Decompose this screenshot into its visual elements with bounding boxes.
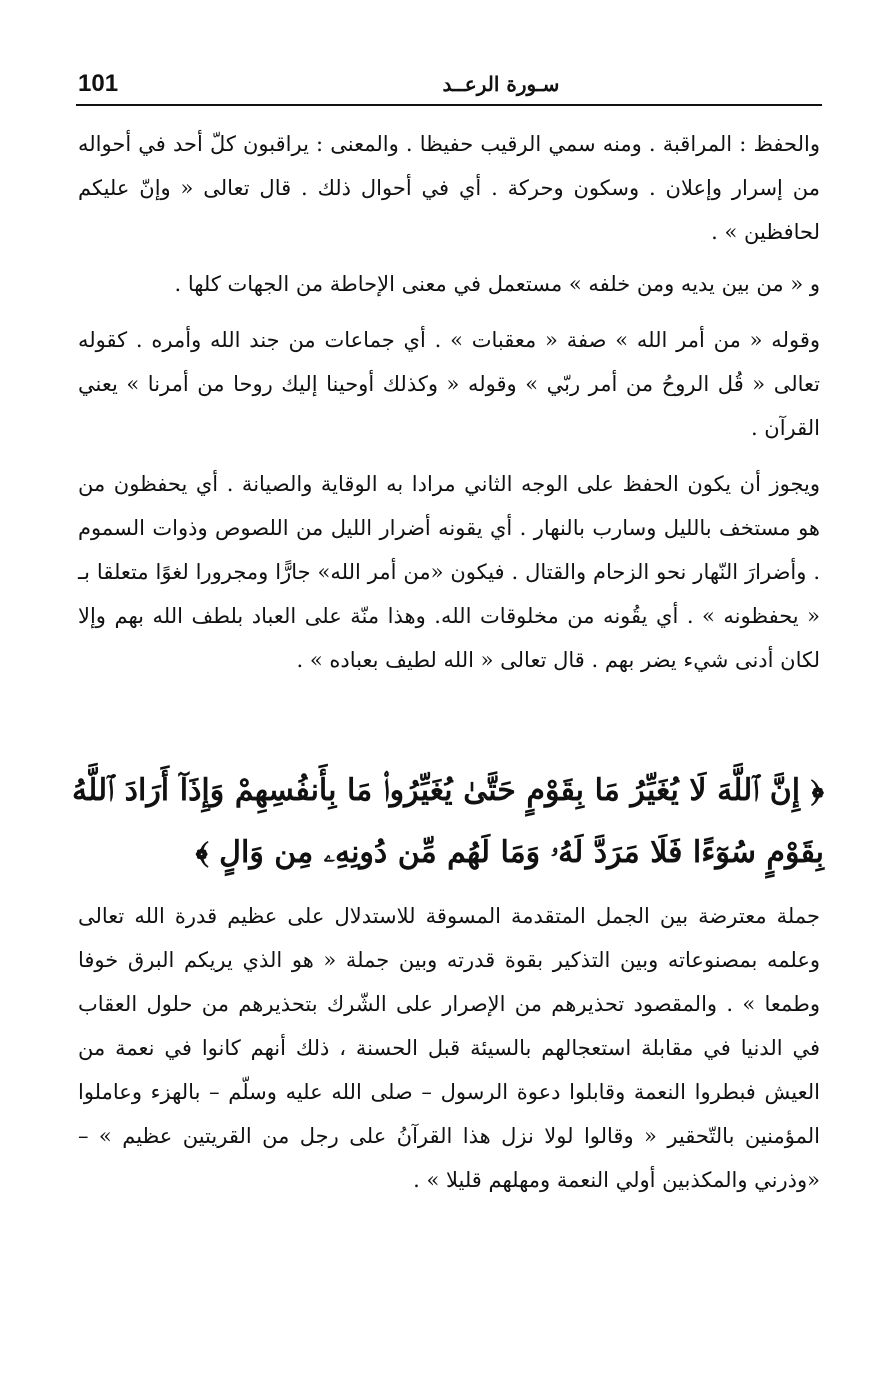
paragraph-hifz-meaning: والحفظ : المراقبة . ومنه سمي الرقيب حفيظا . والمعنى : يراقبون كلّ أحد في أحواله من إسرار وإعلان . وسكون وحركة . أي في أحوال ذلك . قال تعالى « وإنّ عليكم لحافظين » .: [78, 132, 820, 244]
page-number: 101: [78, 70, 119, 97]
paragraph-min-amr-allah: وقوله « من أمر الله » صفة « معقبات » . أي جماعات من جند الله وأمره . كقوله تعالى « قُل الروحُ من أمر ربّي » وقوله « وكذلك أوحينا إليك روحا من أمرنا » يعني القرآن .: [78, 328, 820, 440]
header-rule: [76, 104, 822, 106]
page-header: [76, 62, 822, 108]
paragraph-second-aspect: ويجوز أن يكون الحفظ على الوجه الثاني مرادا به الوقاية والصيانة . أي يحفظون من هو مستخف بالليل وسارب بالنهار . أي يقونه أضرار الليل من اللصوص وذوات السموم . وأضرارَ النّهار نحو الزحام والقتال . فيكون «من أمر الله» جارًّا ومجرورا لغوًا متعلقا بـ « يحفظونه » . أي يقُونه من مخلوقات الله. وهذا منّة على العباد بلطف الله بهم وإلا لكان أدنى شيء يضر بهم . قال تعالى « الله لطيف بعباده » .: [78, 472, 820, 672]
paragraph-min-bayn-yadayh: و « من بين يديه ومن خلفه » مستعمل في معنى الإحاطة من الجهات كلها .: [174, 272, 820, 296]
quran-verse: ﴿ إِنَّ ٱللَّهَ لَا يُغَيِّرُ مَا بِقَوْمٍ حَتَّىٰ يُغَيِّرُوا۟ مَا بِأَنفُسِهِمْ وَإِذَآ أَرَادَ ٱللَّهُ بِقَوْمٍ سُوٓءًا فَلَا مَرَدَّ لَهُۥ وَمَا لَهُم مِّن دُونِهِۦ مِن وَالٍ ﴾: [72, 773, 824, 870]
paragraph-verse-commentary: جملة معترضة بين الجمل المتقدمة المسوقة للاستدلال على عظيم قدرة الله تعالى وعلمه بمصنوعاته وبين التذكير بقوة قدرته وبين جملة « هو الذي يريكم البرق خوفا وطمعا » . والمقصود تحذيرهم من الإصرار على الشّرك بتحذيرهم من حلول العقاب في الدنيا في مقابلة استعجالهم بالسيئة قبل الحسنة ، ذلك أنهم كانوا في نعمة من العيش فبطروا النعمة وقابلوا دعوة الرسول – صلى الله عليه وسلّم – بالهزء وعاملوا المؤمنين بالتّحقير « وقالوا لولا نزل هذا القرآنُ على رجل من القريتين عظيم » – «وذرني والمكذبين أولي النعمة ومهلهم قليلا » .: [78, 904, 820, 1192]
running-title: سـورة الرعــد: [442, 72, 560, 96]
